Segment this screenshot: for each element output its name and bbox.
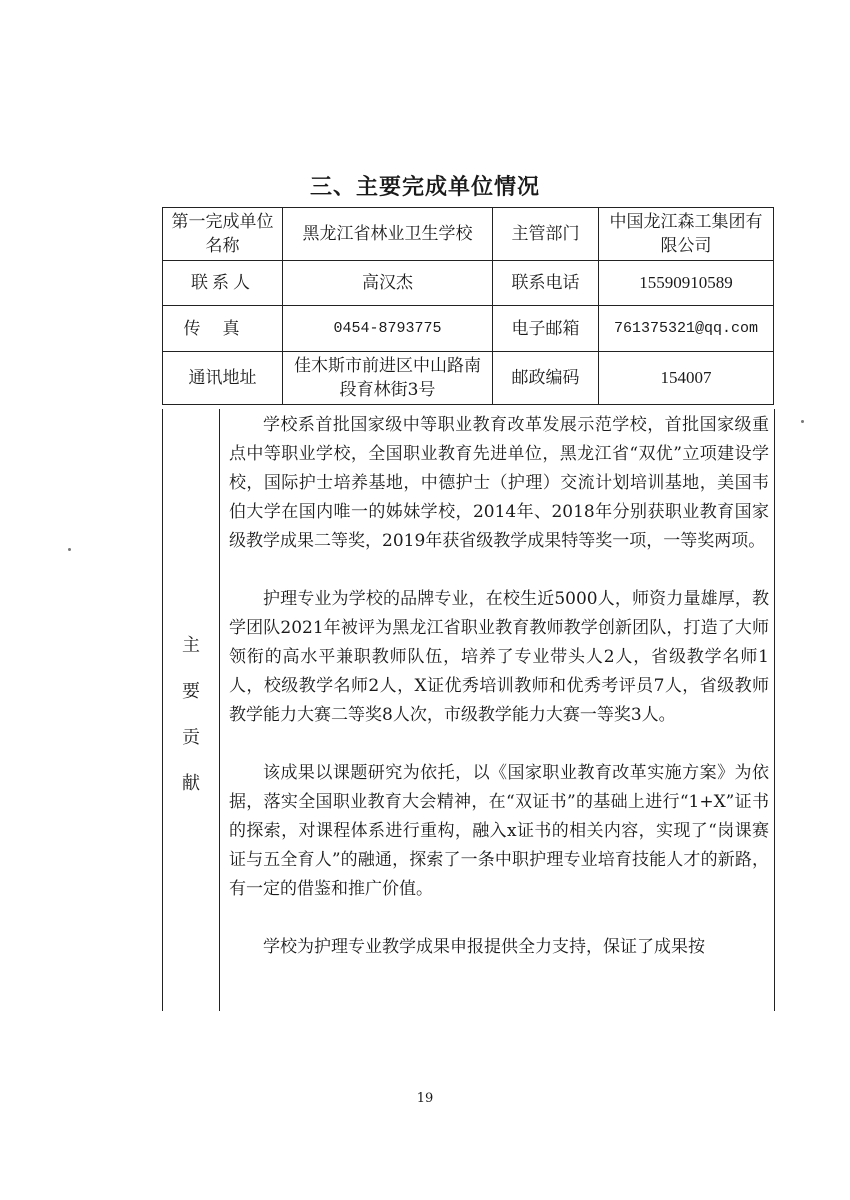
section-title: 三、主要完成单位情况 [309,175,540,200]
label-char: 要 [182,681,200,702]
contribution-paragraph: 护理专业为学校的品牌专业，在校生近5000人，师资力量雄厚，教学团队2021年被评为黑龙江省职业教育教师教学创新团队，打造了大师领衔的高水平兼职教师队伍，培养了专业带头人2人，省级教学名师1人，校级教学名师2人，X证优秀培训教师和优秀考评员7人，省级教师教学能力大赛二等奖8人次，市级教学能力大赛一等奖3人。 [229,589,769,725]
unit-info-table [162,207,774,405]
postcode-label: 邮政编码 [493,352,599,405]
fax-label: 传真 [163,306,283,352]
email-value: 761375321@qq.com [599,306,774,352]
table-row [163,208,774,261]
scan-speck [801,420,804,423]
fax-value: 0454-8793775 [283,306,493,352]
page-number: 19 [416,1091,434,1106]
contribution-paragraph: 该成果以课题研究为依托，以《国家职业教育改革实施方案》为依据，落实全国职业教育大会精神，在“双证书”的基础上进行“1+X”证书的探索，对课程体系进行重构，融入x证书的相关内容，实现了“岗课赛证与五全育人”的融通，探索了一条中职护理专业培育技能人才的新路，有一定的借鉴和推广价值。 [229,763,769,899]
table-row [163,352,774,405]
label-char: 贡 [182,727,200,748]
label-char: 献 [182,773,200,794]
table-row [163,306,774,352]
phone-label: 联系电话 [493,261,599,306]
unit-name-value: 黑龙江省林业卫生学校 [283,208,493,261]
dept-value: 中国龙江森工集团有限公司 [599,208,774,261]
dept-label: 主管部门 [493,208,599,261]
main-contribution-label [163,409,220,1011]
address-label: 通讯地址 [163,352,283,405]
phone-value: 15590910589 [599,261,774,306]
contribution-paragraph: 学校为护理专业教学成果申报提供全力支持，保证了成果按 [263,937,705,957]
contribution-paragraph: 学校系首批国家级中等职业教育改革发展示范学校，首批国家级重点中等职业学校，全国职业教育先进单位，黑龙江省“双优”立项建设学校，国际护士培养基地，中德护士（护理）交流计划培训基地，美国韦伯大学在国内唯一的姊妹学校，2014年、2018年分别获职业教育国家级教学成果二等奖，2019年获省级教学成果特等奖一项，一等奖两项。 [229,415,769,551]
contact-label: 联系人 [163,261,283,306]
email-label: 电子邮箱 [493,306,599,352]
address-value: 佳木斯市前进区中山路南段育林街3号 [283,352,493,405]
table-row [163,261,774,306]
contact-value: 高汉杰 [283,261,493,306]
unit-name-label: 第一完成单位名称 [163,208,283,261]
main-contribution-section [162,409,775,1011]
postcode-value: 154007 [599,352,774,405]
scan-speck [68,548,71,551]
label-char: 主 [182,635,200,656]
main-contribution-text [229,411,769,991]
